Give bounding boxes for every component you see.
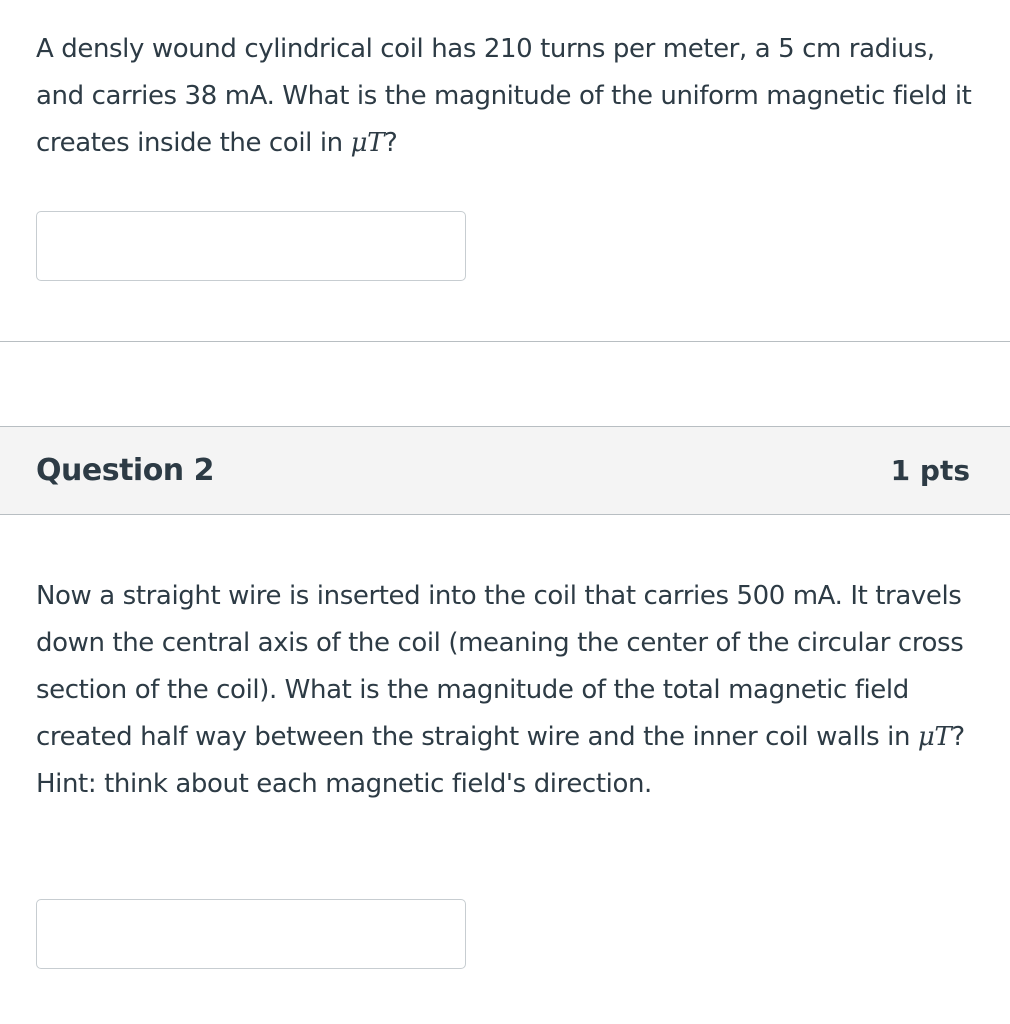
question-2-text [36,573,986,808]
question-1-text-part2: ? [384,128,398,158]
question-2-title: Question 2 [36,453,214,488]
question-divider [0,341,1010,342]
question-2-answer-input[interactable] [36,899,466,969]
micro-tesla-unit: μT [350,128,385,158]
question-1-answer-input[interactable] [36,211,466,281]
question-1-text [36,26,986,167]
question-2-points: 1 pts [890,454,970,487]
question-2-text-part2: ? Hint: think about each magnetic field's direction. [36,722,965,799]
micro-tesla-unit: μT [917,722,952,752]
question-2-header [0,426,1010,515]
question-1-text-part1: A densly wound cylindrical coil has 210 turns per meter, a 5 cm radius, and carries 38 mA. What is the magnitude of the uniform magnetic field it creates inside the coil in [36,34,972,158]
question-2-text-part1: Now a straight wire is inserted into the coil that carries 500 mA. It travels down the central axis of the coil (meaning the center of the circular cross section of the coil). What is the magnitude of the total magnetic field created half way between the straight wire and the inner coil walls in [36,581,964,752]
